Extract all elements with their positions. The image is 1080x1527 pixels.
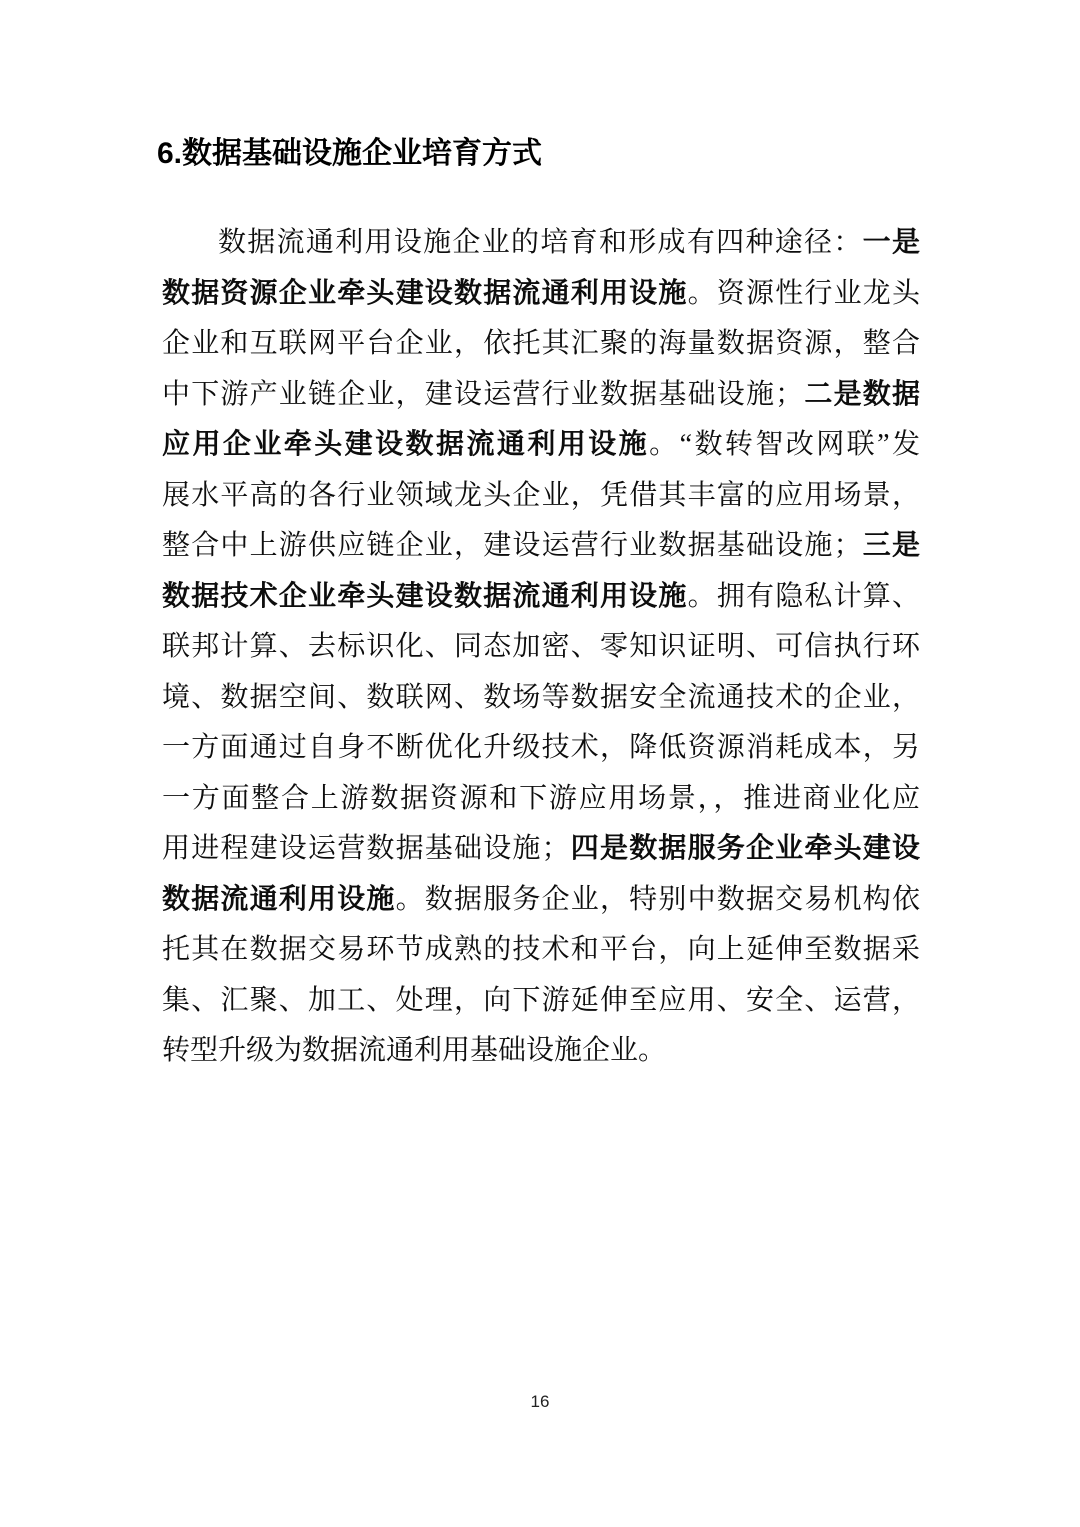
text-run: 。“数转智改网联”发 (649, 429, 920, 460)
bold-text-run: 三是 (861, 530, 920, 561)
bold-text-run: 数据资源企业牵头建设数据流通利用设施 (162, 277, 688, 309)
bold-text-run: 数据技术企业牵头建设数据流通利用设施 (162, 580, 688, 612)
bold-text-run: 一是 (862, 227, 920, 258)
paragraph-line (162, 723, 920, 774)
text-run: 。拥有隐私计算、 (687, 580, 920, 612)
bold-text-run: 数据流通利用设施 (162, 883, 396, 915)
text-run: 。资源性行业龙头 (687, 277, 920, 309)
text-run: 境、数据空间、数联网、数场等数据安全流通技术的企业， (162, 681, 920, 713)
paragraph-line (162, 622, 920, 673)
text-run: 托其在数据交易环节成熟的技术和平台，向上延伸至数据采 (162, 934, 920, 965)
bold-text-run: 四是数据服务企业牵头建设 (569, 833, 920, 864)
paragraph-line (162, 774, 920, 825)
paragraph-line (162, 673, 920, 724)
paragraph-line (162, 976, 920, 1027)
paragraph-line (162, 319, 920, 370)
paragraph-line (162, 572, 920, 623)
paragraph-line (162, 875, 920, 926)
text-run: 中下游产业链企业，建设运营行业数据基础设施； (162, 378, 804, 410)
paragraph-line (162, 1026, 920, 1077)
paragraph-line (162, 824, 920, 875)
paragraph-line (162, 370, 920, 421)
body-paragraph (162, 218, 920, 1077)
paragraph-line (162, 420, 920, 471)
text-run: 集、汇聚、加工、处理，向下游延伸至应用、安全、运营， (162, 984, 920, 1016)
text-run: 数据流通利用设施企业的培育和形成有四种途径： (218, 227, 863, 258)
text-run: 。数据服务企业，特别中数据交易机构依 (395, 883, 920, 915)
text-run: 一方面整合上游数据资源和下游应用场景，，推进商业化应 (162, 782, 920, 814)
text-run: 用进程建设运营数据基础设施； (162, 833, 570, 864)
paragraph-line (162, 925, 920, 976)
text-run: 整合中上游供应链企业，建设运营行业数据基础设施； (162, 530, 862, 561)
text-run: 联邦计算、去标识化、同态加密、零知识证明、可信执行环 (162, 631, 920, 662)
section-heading: 6.数据基础设施企业培育方式 (157, 137, 543, 170)
page-number: 16 (530, 1392, 550, 1411)
bold-text-run: 二是数据 (803, 378, 920, 410)
text-run: 一方面通过自身不断优化升级技术，降低资源消耗成本，另 (162, 732, 920, 763)
text-run: 企业和互联网平台企业，依托其汇聚的海量数据资源，整合 (162, 328, 920, 359)
paragraph-line (162, 218, 920, 269)
text-run: 展水平高的各行业领域龙头企业，凭借其丰富的应用场景， (162, 479, 920, 511)
paragraph-line (162, 471, 920, 522)
text-run: 转型升级为数据流通利用基础设施企业。 (162, 1035, 667, 1066)
paragraph-line (162, 521, 920, 572)
bold-text-run: 应用企业牵头建设数据流通利用设施 (162, 429, 650, 460)
paragraph-line (162, 269, 920, 320)
